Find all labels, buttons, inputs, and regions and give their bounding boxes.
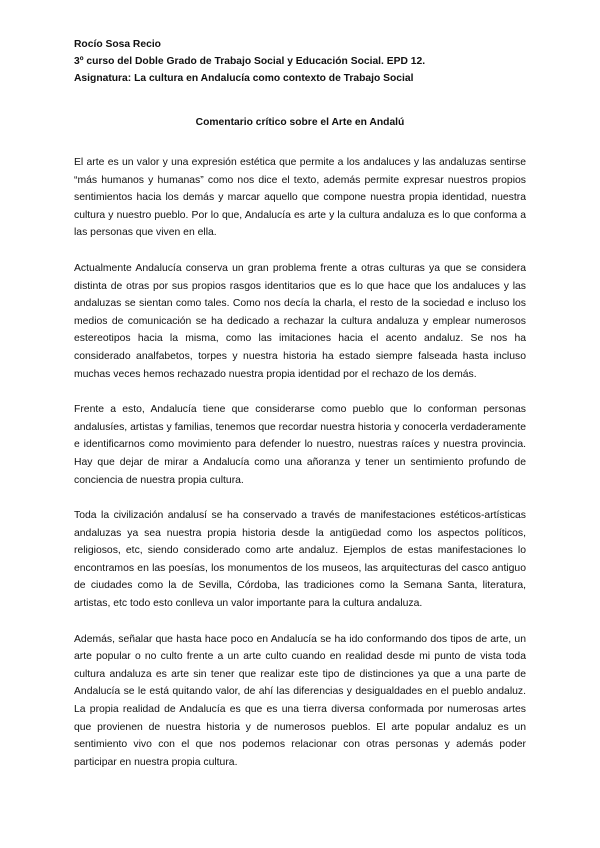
body-paragraph: Frente a esto, Andalucía tiene que considerarse como pueblo que lo conforman personas andalusíes, artistas y familias, tenemos que recordar nuestra historia y conocerla verdaderamente e identificarnos como movimiento para defender lo nuestro, nuestras raíces y nuestra provincia. Hay que dejar de mirar a Andalucía como una añoranza y tener un sentimiento profundo de conciencia de nuestra propia cultura.: [74, 404, 526, 486]
author-name: Rocío Sosa Recio: [74, 39, 161, 50]
subject-info: Asignatura: La cultura en Andalucía como contexto de Trabajo Social: [74, 73, 414, 84]
body-paragraph: El arte es un valor y una expresión estética que permite a los andaluces y las andaluzas sentirse “más humanos y humanas” como nos dice el texto, además permite expresar nuestros propios sentimientos hacia los demás y marcar aquello que compone nuestra propia identidad, nuestra cultura y nuestro pueblo. Por lo que, Andalucía es arte y la cultura andaluza es lo que conforma a las personas que viven en ella.: [74, 157, 526, 239]
document-title: Comentario crítico sobre el Arte en Andalú: [195, 117, 405, 128]
course-info: 3º curso del Doble Grado de Trabajo Social y Educación Social. EPD 12.: [74, 56, 426, 67]
body-paragraph: Toda la civilización andalusí se ha conservado a través de manifestaciones estéticos-artísticas andaluzas ya sea nuestra propia historia desde la antigüedad como los aspectos políticos, religiosos, etc, siendo considerado como arte andaluz. Ejemplos de estas manifestaciones lo encontramos en las poesías, los monumentos de los museos, las arquitecturas del casco antiguo de ciudades como la de Sevilla, Córdoba, las tradiciones como la Semana Santa, literatura, artistas, etc todo esto conlleva un valor importante para la cultura andaluza.: [74, 510, 526, 610]
body-paragraph: Además, señalar que hasta hace poco en Andalucía se ha ido conformando dos tipos de arte, un arte popular o no culto frente a un arte culto cuando en realidad desde mi punto de vista toda cultura andaluza es arte sin tener que realizar este tipo de distinciones ya que a una parte de Andalucía se le está quitando valor, de ahí las diferencias y desigualdades en el pueblo andaluz. La propia realidad de Andalucía es que es una tierra diversa conformada por numerosas artes que provienen de nuestra historia y de numerosos pueblos. El arte popular andaluz es un sentimiento vivo con el que nos podemos relacionar con otras personas y además poder participar en nuestra propia cultura.: [74, 633, 526, 768]
body-paragraph: Actualmente Andalucía conserva un gran problema frente a otras culturas ya que se considera distinta de otras por sus propios rasgos identitarios que es lo que hace que los andaluces y las andaluzas se sientan como tales. Como nos decía la charla, el resto de la sociedad e incluso los medios de comunicación se ha dedicado a rechazar la cultura andaluza y emplear numerosos estereotipos hacia la misma, como las imitaciones hacia el acento andaluz. Se nos ha considerado analfabetos, torpes y nuestra historia ha estado siempre falseada hasta incluso muchas veces hemos rechazado nuestra propia identidad por el rechazo de los demás.: [74, 262, 526, 380]
document-header: [74, 36, 526, 87]
